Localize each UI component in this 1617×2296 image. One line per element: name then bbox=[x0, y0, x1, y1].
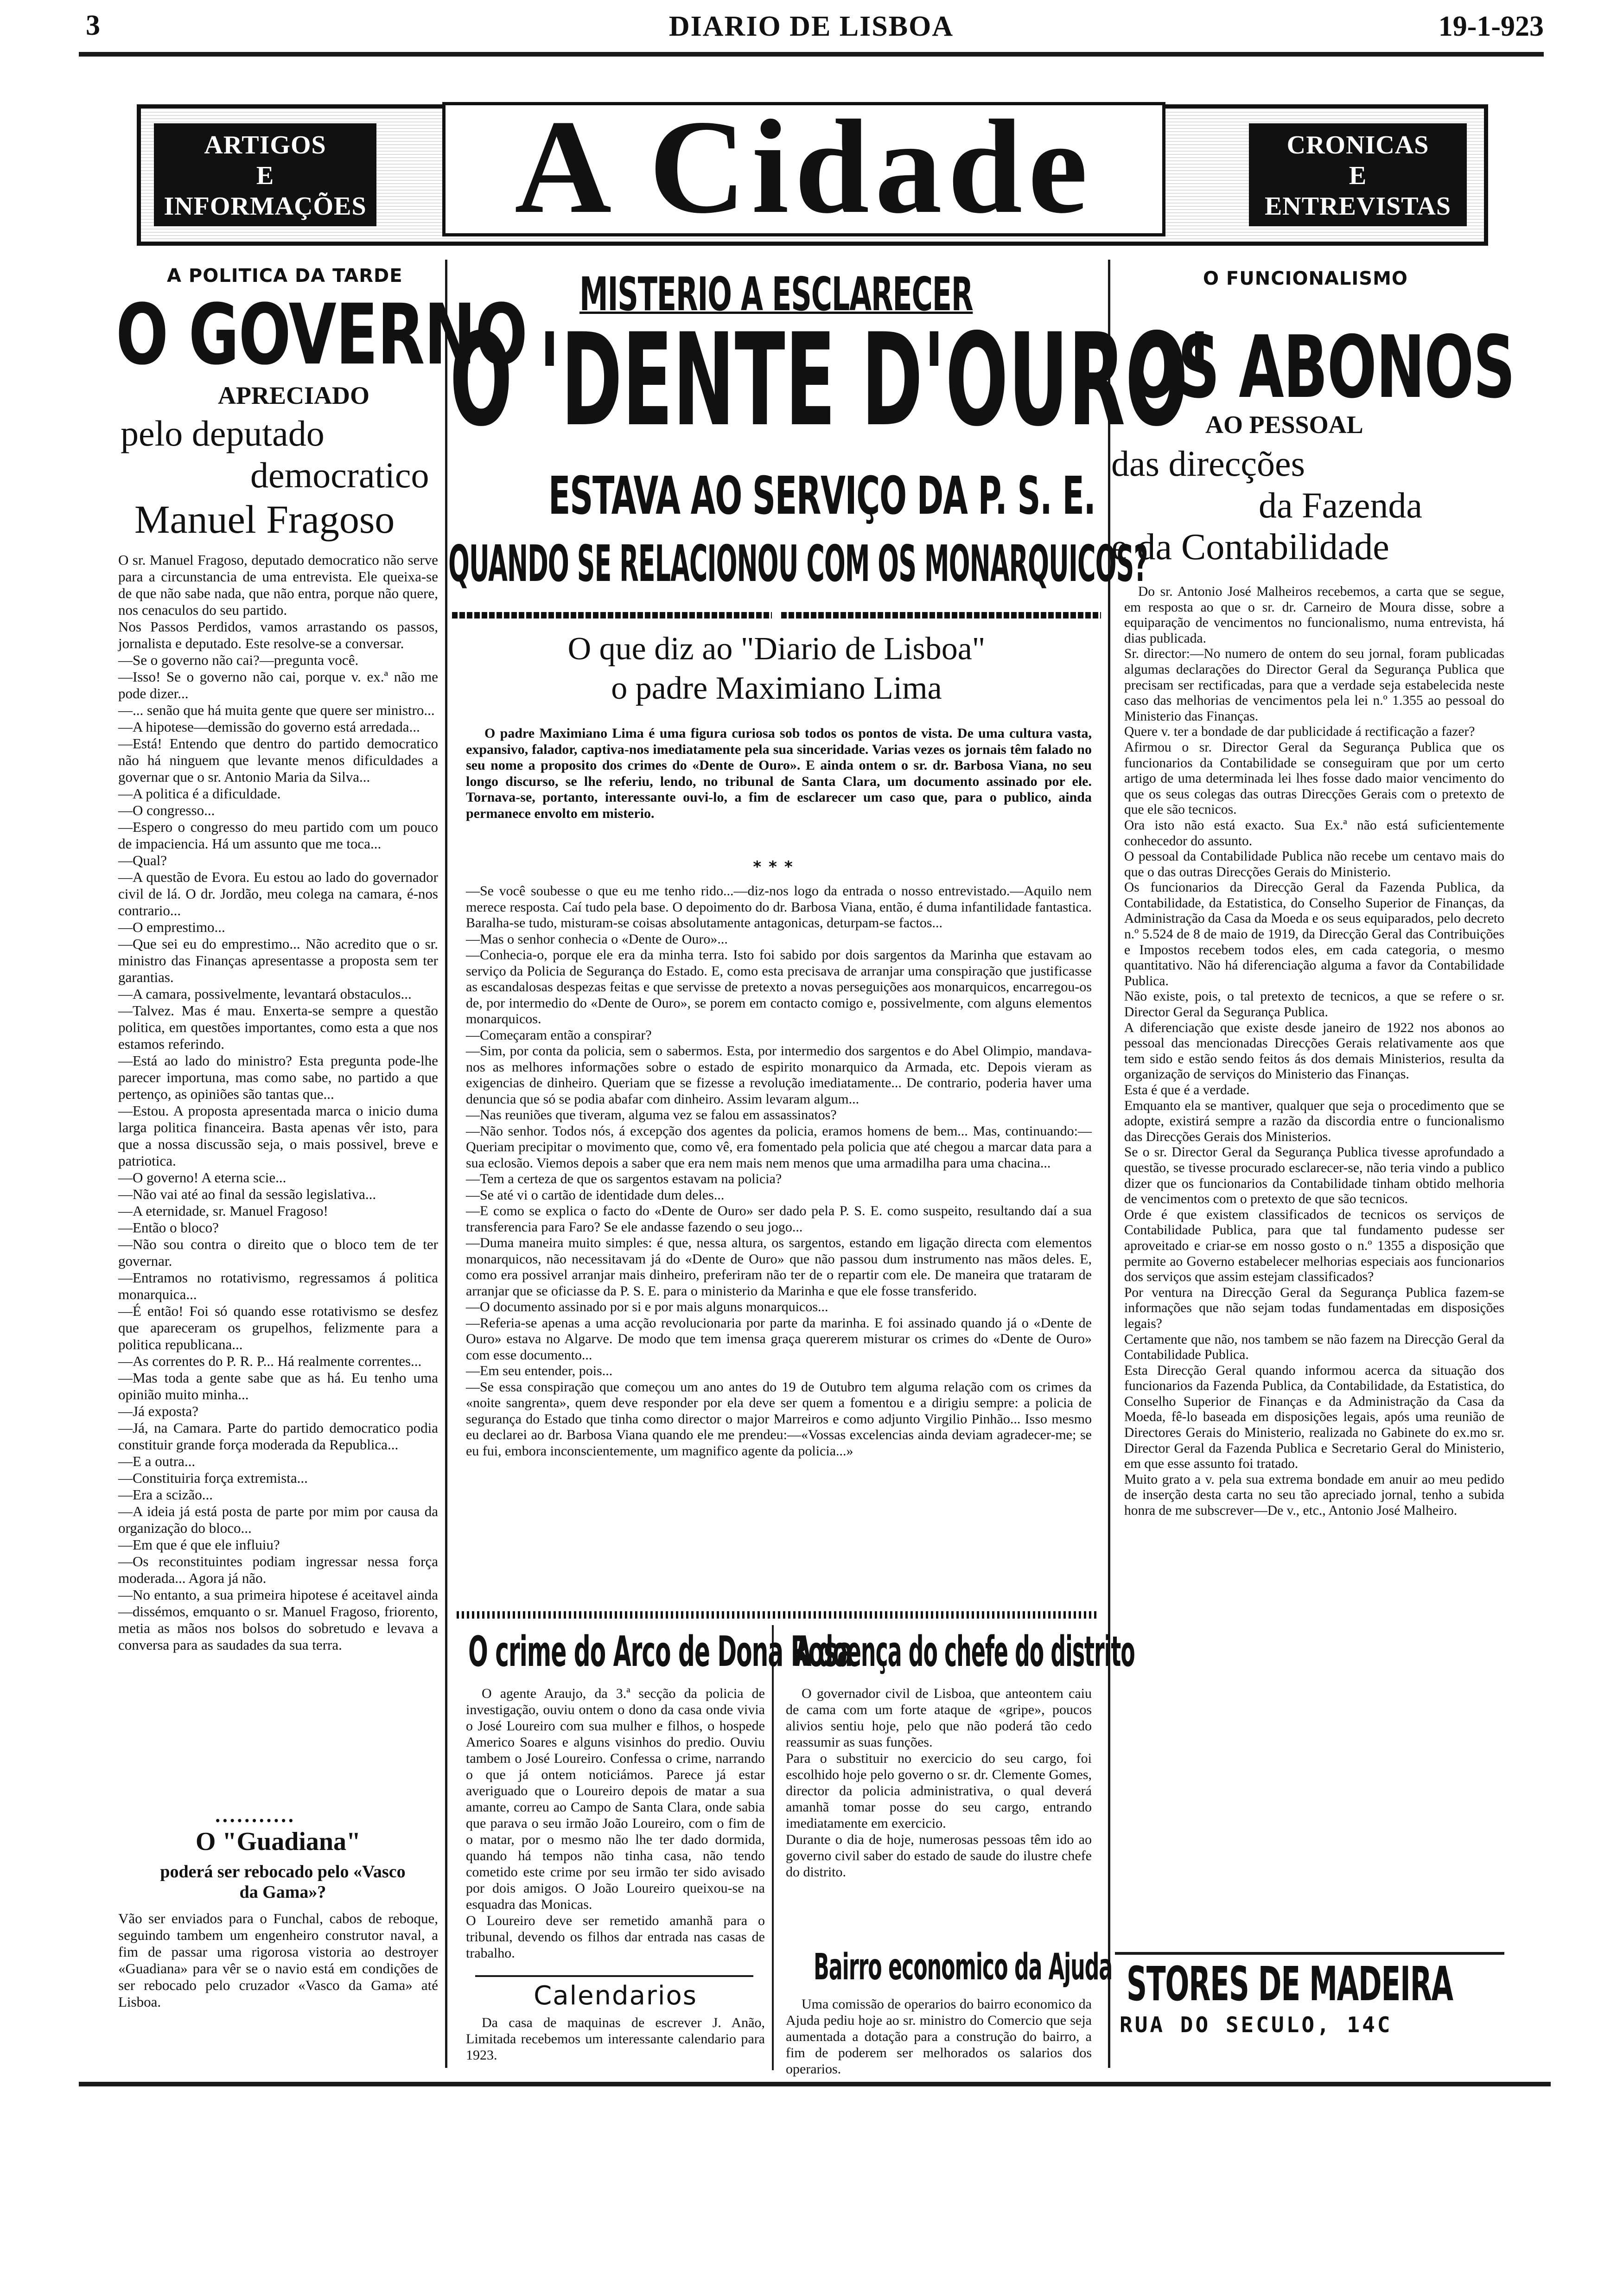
governo-sub-democratico: democratico bbox=[250, 455, 429, 495]
guadiana-ornament: ••••••••••• bbox=[215, 1815, 295, 1826]
abonos-sub-contabilidade: e da Contabilidade bbox=[1111, 527, 1389, 568]
right-column bbox=[1110, 260, 1555, 2068]
issue-date: 19-1-923 bbox=[1438, 11, 1544, 42]
funcionalismo-kicker: O FUNCIONALISMO bbox=[1203, 268, 1408, 289]
dente-dot-rule-right bbox=[781, 612, 1101, 619]
dente-dot-rule-left bbox=[452, 612, 772, 619]
page-header bbox=[0, 0, 1617, 51]
page-number: 3 bbox=[86, 10, 100, 41]
dente-intro: O padre Maximiano Lima é uma figura curiosa sob todos os pontos de vista. De uma cultura vasta, expansivo, falador, captiva-nos imediatamente pela sua sinceridade. Varias vezes os jornais têm falado no seu nome a proposito dos crimes do «Dente de Ouro». E ainda ontem o sr. dr. Barbosa Viana, no seu longo discurso, se lhe referiu, lendo, no tribunal de Santa Clara, um documento assinado por ele. Tornava-se, portanto, interessante ouvi-lo, a fim de esclarecer um caso que, para o publico, ainda permanece envolto em misterio. bbox=[466, 726, 1095, 821]
guadiana-body: Vão ser enviados para o Funchal, cabos de reboque, seguindo tambem um engenheiro construtor naval, a fim de passar uma rigorosa vistoria ao destroyer «Guadiana» para vêr se o navio está em condições de ser rebocado pelo cruzador «Vasco da Gama» até Lisboa. bbox=[118, 1910, 442, 2010]
banner-left-label: ARTIGOS E INFORMAÇÕES bbox=[154, 123, 376, 226]
center-separator bbox=[457, 1611, 1099, 1619]
abonos-letter-body: Do sr. Antonio José Malheiros recebemos, a carta que se segue, em resposta ao que o sr. dr. Carneiro de Moura disse, sobre a equiparação de vencimentos no funcionalismo, numa entrevista, há dias publicada. Sr. director:—No numero de ontem do seu jornal, foram publicadas algumas declarações do Director Geral da Segurança Publica que precisam ser rectificadas, para que a verdade seja estabelecida neste caso das melhorias de vencimentos pela lei n.º 1.355 ao pessoal do Ministerio das Finanças. Quere v. ter a bondade de dar publicidade á rectificação a fazer? Afirmou o sr. Director Geral da Segurança Publica que os funcionarios da Contabilidade se conseguiram que por um certo artigo de uma determinada lei lhes fosse dado maior vencimento do que os seus colegas das outras Direcções Gerais com o pretexto de que ele são tecnicos. Ora isto não está exacto. Sua Ex.ª não está suficientemente conhecedor do assunto. O pessoal da Contabilidade Publica não recebe um centavo mais do que o das outras Direcções Gerais do Ministerio. Os funcionarios da Direcção Geral da Fazenda Publica, da Contabilidade, da Estatistica, do Conselho Superior de Finanças, da Administração da Casa da Moeda e os seus equiparados, pelo decreto n.º 5.524 de 8 de maio de 1919, da Direcção Geral das Contribuições e Impostos recebem todos eles, em cada categoria, o mesmo quantitativo. Não há diferenciação alguma a favor da Contabilidade Publica. Não existe, pois, o tal pretexto de tecnicos, a que se refere o sr. Director Geral da Segurança Publica. A diferenciação que existe desde janeiro de 1922 nos abonos ao pessoal das mencionadas Direcções Gerais relativamente aos que tem sido e estão sendo feitos ás dos demais Ministerios, resulta da organização de serviços do Ministerio das Finanças. Esta é que é a verdade. Emquanto ela se mantiver, qualquer que seja o procedimento que se adopte, existirá sempre a razão da discordia entre o funcionalismo das Direcções Gerais dos Ministerios. Se o sr. Director Geral da Segurança Publica tivesse aprofundado a questão, se tivesse procurado esclarecer-se, não teria vindo a publico dizer que os funcionarios da Contabilidade tinham obtido melhoria de vencimentos com o pretexto de que são tecnicos. Orde é que existem classificados de tecnicos os serviços de Contabilidade Publica, para que tal fundamento pudesse ser aproveitado e criar-se em nosso gosto o n.º 1355 a disposição que permite ao Governo estabelecer melhorias especiais aos funcionarios dos serviços que assim estejam classificados? Por ventura na Direcção Geral da Segurança Publica fazem-se informações que não sejam todas fundamentadas em disposições legais? Certamente que não, nos tambem se não fazem na Direcção Geral da Contabilidade Publica. Esta Direcção Geral quando informou acerca da situação dos funcionarios da Fazenda Publica, da Contabilidade, da Estatistica, do Conselho Superior de Finanças e da Administração da Casa da Moeda, fê-lo baseada em disposições legais, após uma reunião de Directores Gerais do Ministerio, realizada no Gabinete do ex.mo sr. Director Geral da Fazenda Publica e Secretario Geral do Ministerio, em que esse assunto foi tratado. Muito grato a v. pela sua extrema bondade em anuir ao meu pedido de inserção desta carta no seu tão apreciado jornal, tenho a subida honra de me subscrever—De v., etc., Antonio José Malheiro. bbox=[1124, 584, 1504, 1518]
governo-sub-apreciado: APRECIADO bbox=[218, 382, 370, 409]
newspaper-title: DIARIO DE LISBOA bbox=[668, 11, 954, 42]
dente-sub-maximiano: o padre Maximiano Lima bbox=[611, 670, 942, 706]
politica-kicker: A POLITICA DA TARDE bbox=[167, 265, 403, 287]
stores-ad-title: STORES DE MADEIRA bbox=[1127, 1957, 1453, 2012]
stores-ad-address: RUA DO SECULO, 14C bbox=[1120, 2012, 1393, 2037]
doenca-title: A doença do chefe do distrito bbox=[795, 1627, 1135, 1676]
governo-headline: O GOVERNO bbox=[116, 287, 527, 383]
dente-stars: *** bbox=[753, 858, 800, 876]
abonos-sub-direccoes: das direcções bbox=[1111, 443, 1305, 484]
section-banner bbox=[137, 92, 1488, 246]
abonos-sub-fazenda: da Fazenda bbox=[1259, 485, 1422, 525]
left-column bbox=[83, 260, 527, 2068]
calendarios-rule bbox=[475, 1975, 753, 1977]
guadiana-subtitle: poderá ser rebocado pelo «Vasco da Gama»? bbox=[160, 1862, 406, 1902]
header-rule bbox=[79, 52, 1544, 57]
abonos-headline: OS ABONOS bbox=[1129, 317, 1515, 417]
governo-article-body: O sr. Manuel Fragoso, deputado democratico não serve para a circunstancia de uma entrevista. Ele queixa-se de que não sabe nada, que não entra, porque não quere, nos cenaculos do seu partido. Nos Passos Perdidos, vamos arrastando os passos, jornalista e deputado. Este resolve-se a conversar. —Se o governo não cai?—pregunta você. —Isso! Se o governo não cai, porque v. ex.ª não me pode dizer... —... senão que há muita gente que quere ser ministro... —A hipotese—demissão do governo está arredada... —Está! Entendo que dentro do partido democratico não há ninguem que levante menos dificuldades a governar que o sr. Antonio Maria da Silva... —A politica é a dificuldade. —O congresso... —Espero o congresso do meu partido com um pouco de impaciencia. Há um assunto que me toca... —Qual? —A questão de Evora. Eu estou ao lado do governador civil de lá. O dr. Jordão, meu colega na camara, é-nos contrario... —O emprestimo... —Que sei eu do emprestimo... Não acredito que o sr. ministro das Finanças apresentasse a proposta sem ter garantias. —A camara, possivelmente, levantará obstaculos... —Talvez. Mas é mau. Enxerta-se sempre a questão politica, em questões importantes, como esta a que nos estamos referindo. —Está ao lado do ministro? Esta pregunta pode-lhe parecer importuna, mas como sabe, no partido a que pertenço, as opiniões são tantas que... —Estou. A proposta apresentada marca o inicio duma larga politica financeira. Basta apenas vêr isto, para que a nossa discussão seja, o mais possivel, breve e patriotica. —O governo! A eterna scie... —Não vai até ao final da sessão legislativa... —A eternidade, sr. Manuel Fragoso! —Então o bloco? —Não sou contra o direito que o bloco tem de ter governar. —Entramos no rotativismo, regressamos á politica monarquica... —É então! Foi só quando esse rotativismo se desfez que apareceram os grupelhos, felizmente para a politica republicana... —As correntes do P. R. P... Há realmente correntes... —Mas toda a gente sabe que as há. Eu tenho uma opinião muito minha... —Já exposta? —Já, na Camara. Parte do partido democratico podia constituir grande força moderada da Republica... —E a outra... —Constituiria força extremista... —Era a scizão... —A ideia já está posta de parte por mim por causa da organização do bloco... —Em que é que ele influiu? —Os reconstituintes podiam ingressar nessa força moderada... Agora já não. —No entanto, a sua primeira hipotese é aceitavel ainda—dissémos, emquanto o sr. Manuel Fragoso, friorento, metia as mãos nos bolsos do sobretudo e levava a conversa para as saudades da sua terra. bbox=[118, 552, 438, 1653]
bairro-body: Uma comissão de operarios do bairro economico da Ajuda pediu hoje ao sr. ministro do Comercio que seja aumentada a dotação para a construção do bairro, a fim de poderem ser melhorados os salarios dos operarios. bbox=[786, 1996, 1095, 2077]
dente-sub-pse: ESTAVA AO SERVIÇO DA P. S. E. bbox=[548, 466, 1095, 526]
doenca-body: O governador civil de Lisboa, que anteontem caiu de cama com um forte ataque de «gripe», poucos alivios sentiu hoje, pelo que não poderá tão cedo reassumir as suas funções. Para o substituir no exercicio do seu cargo, foi escolhido hoje pelo governo o sr. dr. Clemente Gomes, director da policia administrativa, o qual deverá amanhã tomar posse do seu cargo, entrando imediatamente em exercicio. Durante o dia de hoje, numerosas pessoas têm ido ao governo civil saber do estado de saude do ilustre chefe do distrito. bbox=[786, 1686, 1092, 1880]
governo-sub-deputado: pelo deputado bbox=[121, 413, 325, 453]
dente-sub-diario: O que diz ao "Diario de Lisboa" bbox=[567, 631, 986, 667]
page-bottom-rule bbox=[79, 2082, 1551, 2086]
crime-body: O agente Araujo, da 3.ª secção da policia de investigação, ouviu ontem o dono da casa onde vivia o José Loureiro com sua mulher e filhos, o hospede Americo Soares e alguns visinhos do predio. Ouviu tambem o José Loureiro. Confessa o crime, narrando o que já ontem noticiámos. Parece já estar averiguado que o Loureiro depois de matar a sua amante, correu ao Campo de Santa Clara, onde sabia que parava o seu irmão João Loureiro, com o fim de o matar, por o mesmo não lhe ter dado dormida, quando há tempos não tinha casa, não tendo cometido este crime por seu irmão ter sido avisado por dois amigos. O João Loureiro queixou-se na esquadra das Monicas. O Loureiro deve ser remetido amanhã para o tribunal, devendo os filhos dar entrada nas casas de trabalho. bbox=[466, 1686, 765, 1961]
abonos-sub-pessoal: AO PESSOAL bbox=[1205, 411, 1363, 439]
misterio-kicker: MISTERIO A ESCLARECER bbox=[579, 267, 973, 321]
calendarios-title: Calendarios bbox=[534, 1981, 697, 2011]
crime-title: O crime do Arco de Dona Rosa bbox=[468, 1627, 853, 1676]
calendarios-body: Da casa de maquinas de escrever J. Anão, Limitada recebemos um interessante calendario para 1923. bbox=[466, 2015, 769, 2063]
dente-interview-body: —Se você soubesse o que eu me tenho rido...—diz-nos logo da entrada o nosso entrevistado.—Aquilo nem merece resposta. Caí tudo pela base. O depoimento do dr. Barbosa Viana, então, é duma infantilidade fantastica. Baralha-se tudo, misturam-se coisas absolutamente antagonicas, deturpam-se factos... —Mas o senhor conhecia o «Dente de Ouro»... —Conhecia-o, porque ele era da minha terra. Isto foi sabido por dois sargentos da Marinha que estavam ao serviço da Policia de Segurança do Estado. E, como esta precisava de arranjar uma conspiração que justificasse as escandalosas despezas feitas e que servisse de pretexto a novas perseguições aos monarquicos, encarregou-os de, por intermedio do «Dente de Ouro», se porem em contacto comigo e, possivelmente, com alguns elementos monarquicos. —Começaram então a conspirar? —Sim, por conta da policia, sem o sabermos. Esta, por intermedio dos sargentos e do Abel Olimpio, mandava-nos as melhores informações sobre o estado de espirito monarquico da Armada, etc. Depois vieram as exigencias de dinheiro. Queriam que se fizesse a revolução imediatamente... De contrario, poderia haver uma denuncia que só se podia abafar com dinheiro. Assim levaram algum... —Nas reuniões que tiveram, alguma vez se falou em assassinatos? —Não senhor. Todos nós, á excepção dos agentes da policia, eramos homens de bem... Mas, continuando:—Queriam precipitar o movimento que, como vê, era fomentado pela policia que até chegou a marcar data para a sua eclosão. Viemos depois a saber que era nem mais nem menos que uma armadilha para uma chacina... —Tem a certeza de que os sargentos estavam na policia? —Se até vi o cartão de identidade dum deles... —E como se explica o facto do «Dente de Ouro» ser dado pela P. S. E. como suspeito, resultando daí a sua transferencia para Faro? Se ele andasse fazendo o seu jogo... —Duma maneira muito simples: é que, nessa altura, os sargentos, estando em ligação directa com elementos monarquicos, não necessitavam já do «Dente de Ouro» que não passou dum instrumento nas mãos deles. E, como era possivel arranjar mais dinheiro, preferiram não ter de o repartir com ele. De maneira que trataram de arranjar que se oficiasse da P. S. E. para o ministerio da Marinha e que ele fosse transferido. —O documento assinado por si e por mais alguns monarquicos... —Referia-se apenas a uma acção revolucionaria por parte da marinha. E foi assinado quando já o «Dente de Ouro» estava no Algarve. De modo que tem imensa graça quererem misturar os crimes do «Dente de Ouro» com esse documento... —Em seu entender, pois... —Se essa conspiração que começou um ano antes do 19 de Outubro tem alguma relação com os crimes da «noite sangrenta», quem deve responder por ela deve ser quem a fomentou e a dirigiu sempre: a policia de segurança do Estado que tinha como director o major Marreiros e como adjunto Virgilio Pinhão... Isso mesmo eu declarei ao dr. Barbosa Viana quando ele me prendeu:—«Vossas excelencias ainda deviam agradecer-me; se eu fui, embora inconscientemente, um magnifico agente da policia...» bbox=[466, 883, 1092, 1459]
stores-ad-rule bbox=[1115, 1952, 1504, 1955]
bairro-title: Bairro economico da Ajuda bbox=[814, 1946, 1113, 1988]
dente-headline: O 'DENTE D'OURO' bbox=[450, 306, 1211, 454]
governo-sub-fragoso: Manuel Fragoso bbox=[134, 497, 395, 542]
guadiana-title: O "Guadiana" bbox=[195, 1827, 361, 1856]
banner-right-label: CRONICAS E ENTREVISTAS bbox=[1249, 123, 1467, 226]
center-sub-divider bbox=[772, 1625, 774, 2070]
banner-title: A Cidade bbox=[442, 102, 1165, 236]
dente-sub-monarquicos: QUANDO SE RELACIONOU COM OS MONARQUICOS? bbox=[448, 535, 1148, 593]
